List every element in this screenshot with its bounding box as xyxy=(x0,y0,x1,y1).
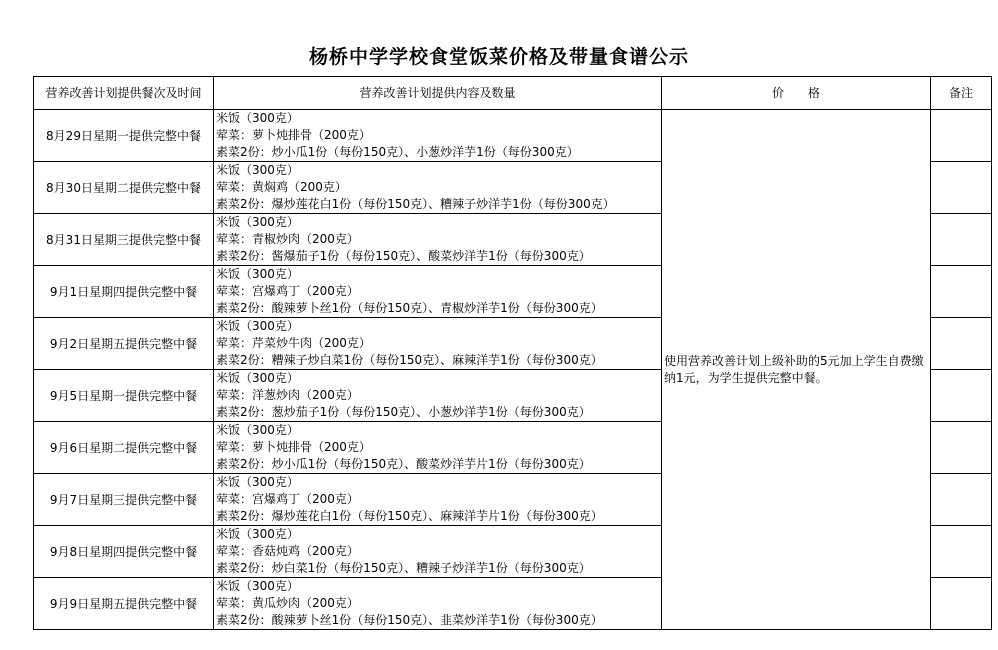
remark-cell xyxy=(931,214,992,266)
rice-line: 米饭（300克） xyxy=(216,423,299,437)
vegetable-dishes-line: 素菜2份：糟辣子炒白菜1份（每份150克）、麻辣洋芋1份（每份300克） xyxy=(216,353,603,367)
remark-cell xyxy=(931,162,992,214)
vegetable-dishes-line: 素菜2份：炒小瓜1份（每份150克）、酸菜炒洋芋片1份（每份300克） xyxy=(216,457,591,471)
meal-date: 9月6日星期二提供完整中餐 xyxy=(34,422,214,474)
remark-cell xyxy=(931,422,992,474)
header-remark: 备注 xyxy=(931,77,992,110)
menu-table xyxy=(33,76,992,630)
menu-body xyxy=(34,110,992,630)
vegetable-dishes-line: 素菜2份：酸辣萝卜丝1份（每份150克）、青椒炒洋芋1份（每份300克） xyxy=(216,301,603,315)
page-title: 杨桥中学学校食堂饭菜价格及带量食谱公示 xyxy=(308,46,689,68)
meat-dish-line: 荤菜：黄焖鸡（200克） xyxy=(216,180,347,194)
rice-line: 米饭（300克） xyxy=(216,475,299,489)
meat-dish-line: 荤菜：萝卜炖排骨（200克） xyxy=(216,440,371,454)
remark-cell xyxy=(931,318,992,370)
remark-cell xyxy=(931,578,992,630)
rice-line: 米饭（300克） xyxy=(216,527,299,541)
meal-content xyxy=(214,422,662,474)
meal-content xyxy=(214,370,662,422)
meal-date: 9月2日星期五提供完整中餐 xyxy=(34,318,214,370)
meal-content xyxy=(214,318,662,370)
meat-dish-line: 荤菜：萝卜炖排骨（200克） xyxy=(216,128,371,142)
meal-date: 8月30日星期二提供完整中餐 xyxy=(34,162,214,214)
meal-date: 9月5日星期一提供完整中餐 xyxy=(34,370,214,422)
meat-dish-line: 荤菜：芹菜炒牛肉（200克） xyxy=(216,336,371,350)
meal-content xyxy=(214,266,662,318)
vegetable-dishes-line: 素菜2份：葱炒茄子1份（每份150克）、小葱炒洋芋1份（每份300克） xyxy=(216,405,591,419)
price-description: 使用营养改善计划上级补助的5元加上学生自费缴纳1元，为学生提供完整中餐。 xyxy=(662,110,931,630)
meal-date: 9月1日星期四提供完整中餐 xyxy=(34,266,214,318)
rice-line: 米饭（300克） xyxy=(216,267,299,281)
vegetable-dishes-line: 素菜2份：炒白菜1份（每份150克）、糟辣子炒洋芋1份（每份300克） xyxy=(216,561,591,575)
rice-line: 米饭（300克） xyxy=(216,579,299,593)
remark-cell xyxy=(931,110,992,162)
meal-date: 9月8日星期四提供完整中餐 xyxy=(34,526,214,578)
remark-cell xyxy=(931,266,992,318)
meal-content xyxy=(214,526,662,578)
meal-content xyxy=(214,578,662,630)
rice-line: 米饭（300克） xyxy=(216,215,299,229)
header-content: 营养改善计划提供内容及数量 xyxy=(214,77,662,110)
meal-date: 8月29日星期一提供完整中餐 xyxy=(34,110,214,162)
meal-content xyxy=(214,110,662,162)
meat-dish-line: 荤菜：宫爆鸡丁（200克） xyxy=(216,284,359,298)
rice-line: 米饭（300克） xyxy=(216,319,299,333)
meat-dish-line: 荤菜：洋葱炒肉（200克） xyxy=(216,388,359,402)
rice-line: 米饭（300克） xyxy=(216,371,299,385)
remark-cell xyxy=(931,370,992,422)
meat-dish-line: 荤菜：宫爆鸡丁（200克） xyxy=(216,492,359,506)
rice-line: 米饭（300克） xyxy=(216,163,299,177)
remark-cell xyxy=(931,526,992,578)
remark-cell xyxy=(931,474,992,526)
meal-date: 9月7日星期三提供完整中餐 xyxy=(34,474,214,526)
vegetable-dishes-line: 素菜2份：酱爆茄子1份（每份150克）、酸菜炒洋芋1份（每份300克） xyxy=(216,249,591,263)
table-row xyxy=(34,110,992,162)
rice-line: 米饭（300克） xyxy=(216,111,299,125)
meat-dish-line: 荤菜：青椒炒肉（200克） xyxy=(216,232,359,246)
meal-content xyxy=(214,214,662,266)
meal-date: 9月9日星期五提供完整中餐 xyxy=(34,578,214,630)
header-row xyxy=(34,77,992,110)
meal-content xyxy=(214,162,662,214)
vegetable-dishes-line: 素菜2份：爆炒莲花白1份（每份150克）、糟辣子炒洋芋1份（每份300克） xyxy=(216,197,615,211)
vegetable-dishes-line: 素菜2份：酸辣萝卜丝1份（每份150克）、韭菜炒洋芋1份（每份300克） xyxy=(216,613,603,627)
header-time: 营养改善计划提供餐次及时间 xyxy=(34,77,214,110)
meal-date: 8月31日星期三提供完整中餐 xyxy=(34,214,214,266)
meat-dish-line: 荤菜：香菇炖鸡（200克） xyxy=(216,544,359,558)
vegetable-dishes-line: 素菜2份：炒小瓜1份（每份150克）、小葱炒洋芋1份（每份300克） xyxy=(216,145,579,159)
meat-dish-line: 荤菜：黄瓜炒肉（200克） xyxy=(216,596,359,610)
vegetable-dishes-line: 素菜2份：爆炒莲花白1份（每份150克）、麻辣洋芋片1份（每份300克） xyxy=(216,509,603,523)
meal-content xyxy=(214,474,662,526)
header-price: 价 格 xyxy=(662,77,931,110)
